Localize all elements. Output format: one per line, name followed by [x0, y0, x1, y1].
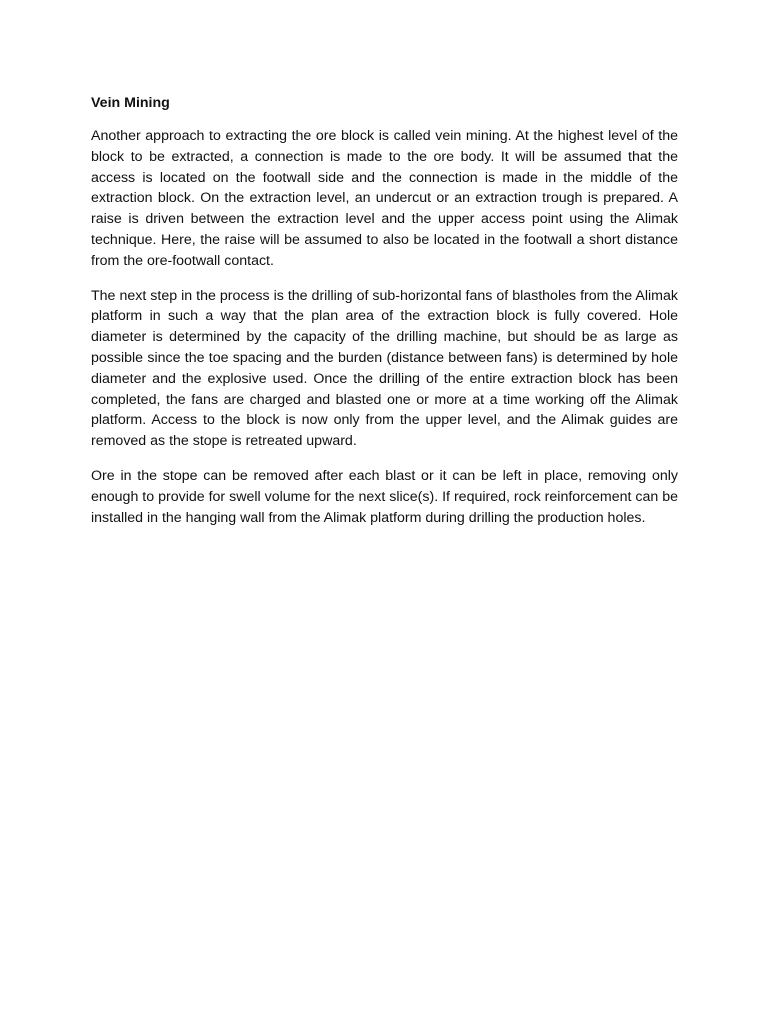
section-heading: Vein Mining — [91, 95, 170, 111]
paragraph-1: Another approach to extracting the ore block is called vein mining. At the highest level of the block to be extracted, a connection is made to the ore body. It will be assumed that the access is located on the footwall side and the connection is made in the middle of the extraction block. On the extraction level, an undercut or an extraction trough is prepared. A raise is driven between the extraction level and the upper access point using the Alimak technique. Here, the raise will be assumed to also be located in the footwall a short distance from the ore-footwall contact. — [91, 128, 678, 269]
document-body — [91, 90, 678, 528]
paragraph-2: The next step in the process is the drilling of sub-horizontal fans of blastholes from the Alimak platform in such a way that the plan area of the extraction block is fully covered. Hole diameter is determined by the capacity of the drilling machine, but should be as large as possible since the toe spacing and the burden (distance between fans) is determined by hole diameter and the explosive used. Once the drilling of the entire extraction block has been completed, the fans are charged and blasted one or more at a time working off the Alimak platform. Access to the block is now only from the upper level, and the Alimak guides are removed as the stope is retreated upward. — [91, 287, 678, 450]
paragraph-3: Ore in the stope can be removed after each blast or it can be left in place, removing only enough to provide for swell volume for the next slice(s). If required, rock reinforcement can be installed in the hanging wall from the Alimak platform during drilling the production holes. — [91, 467, 678, 526]
